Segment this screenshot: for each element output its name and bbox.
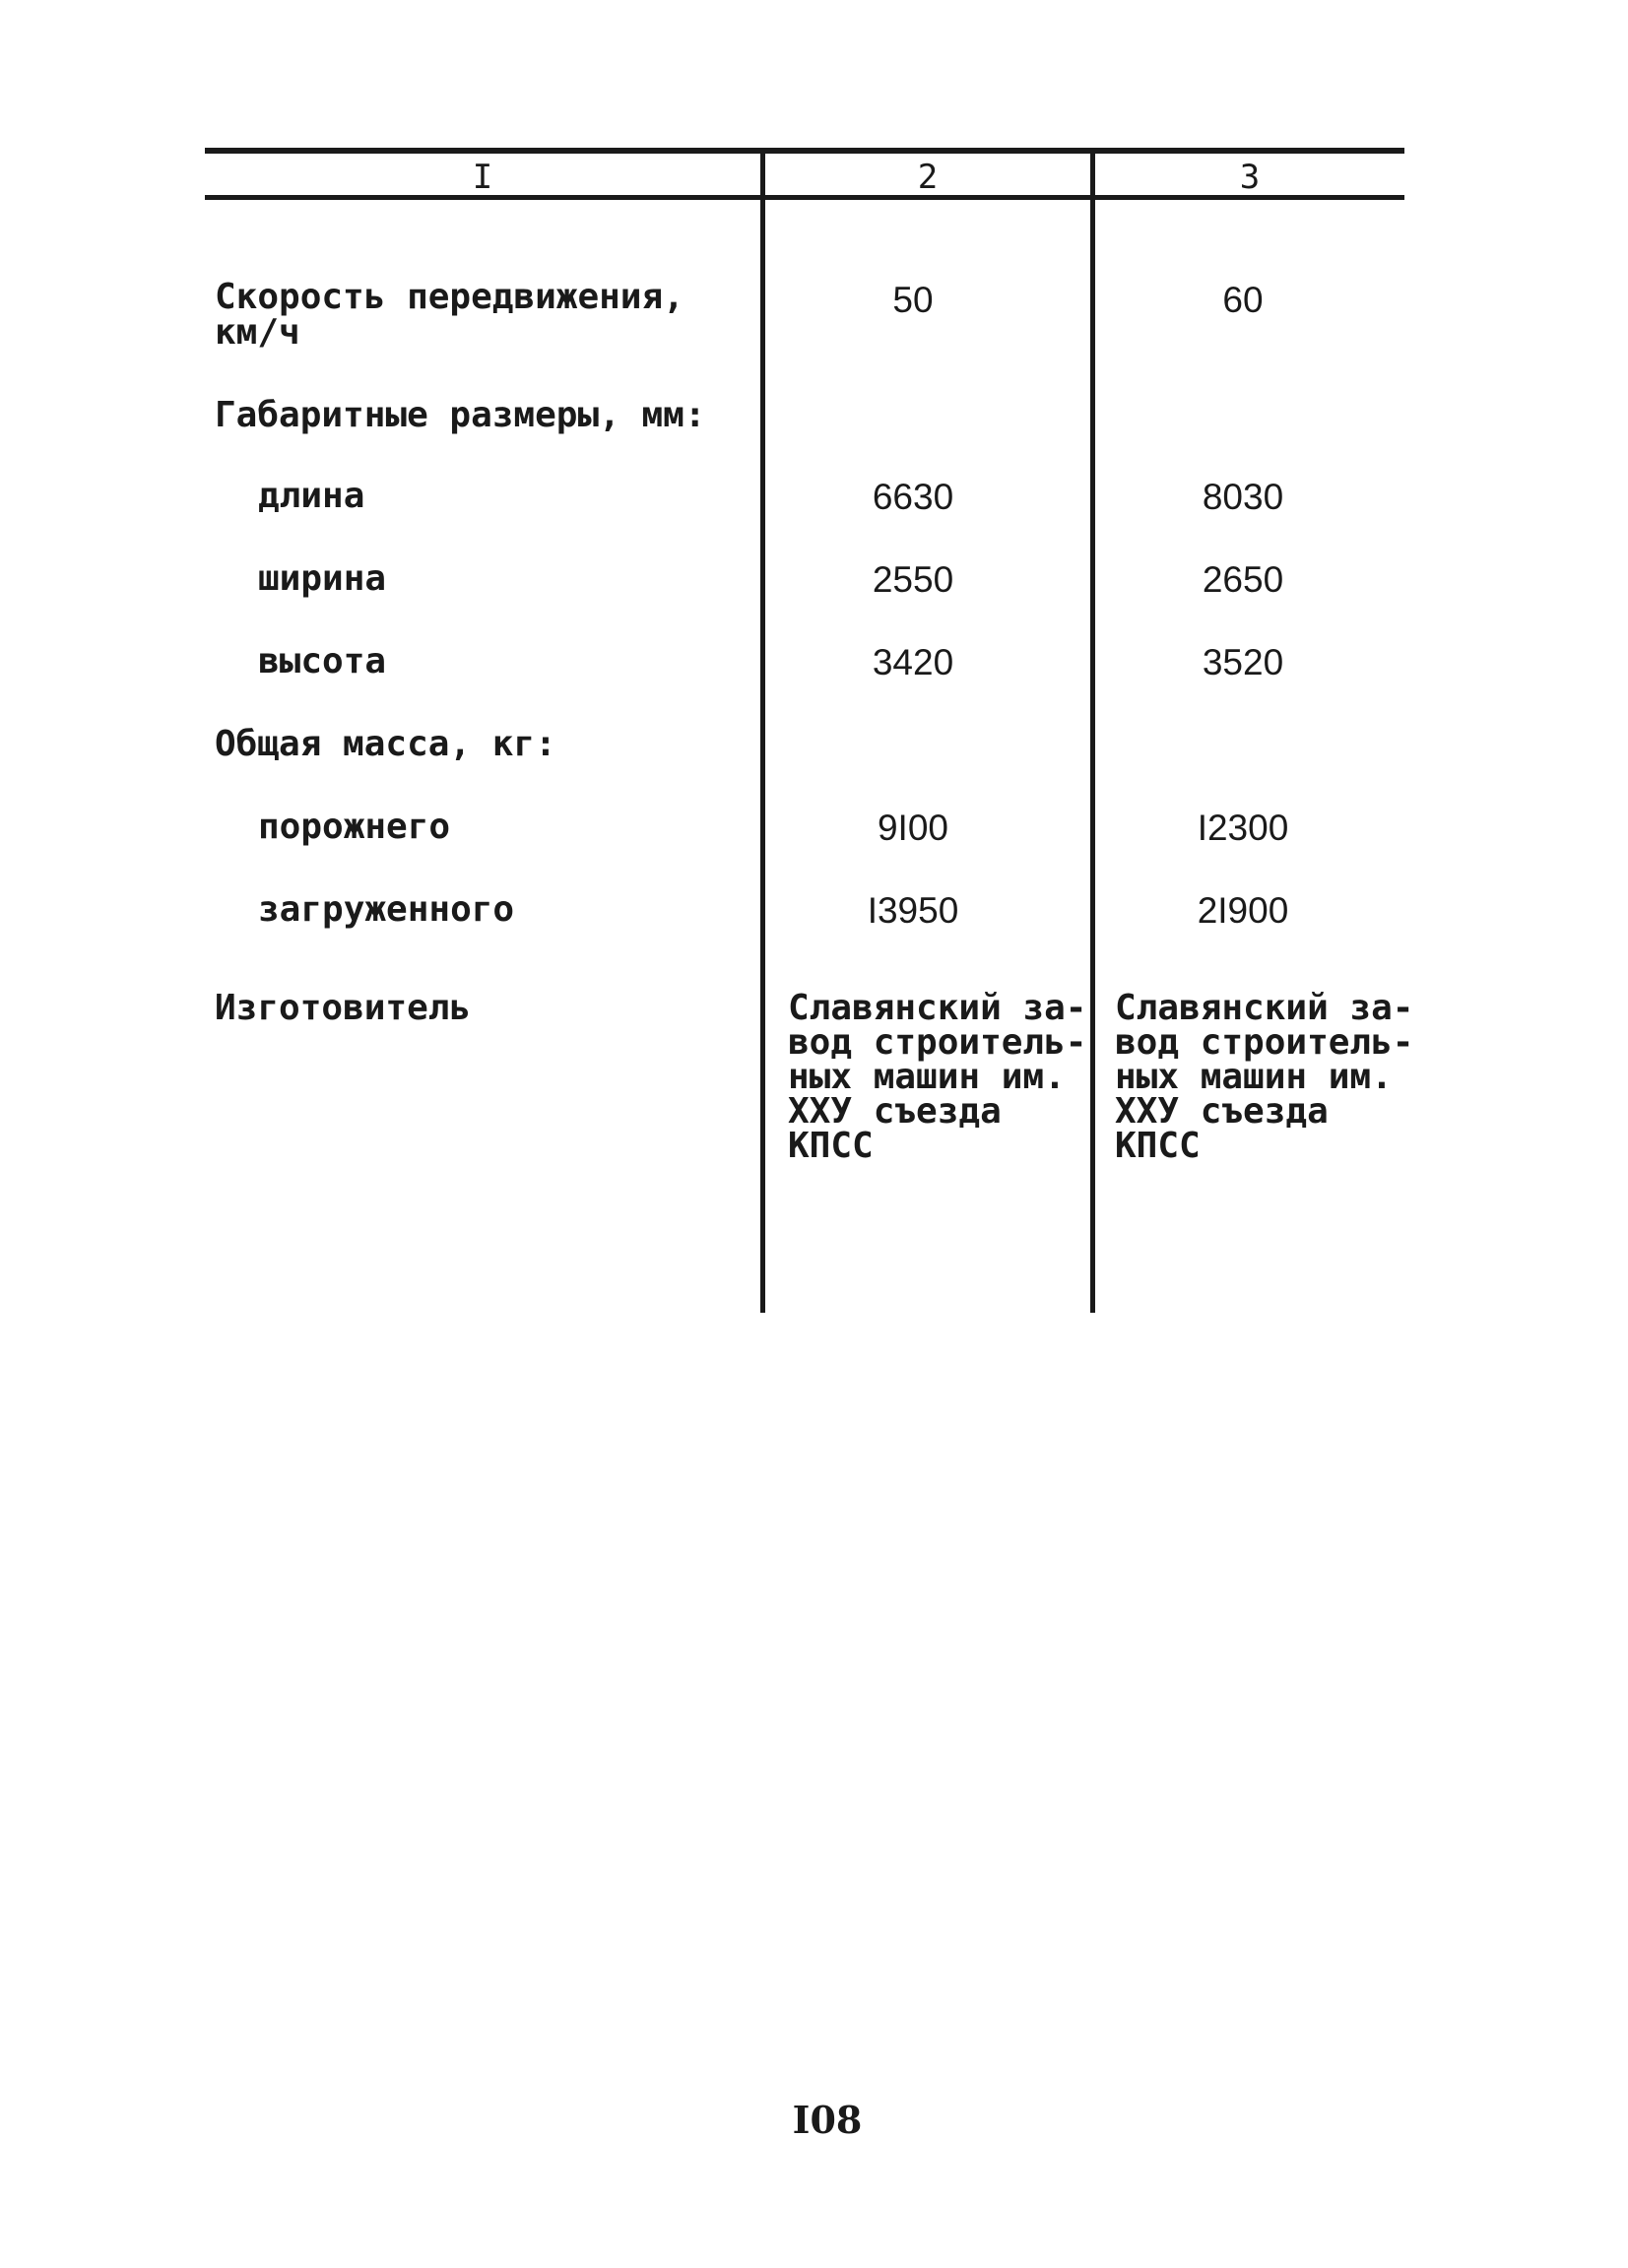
row-label-manufacturer: Изготовитель xyxy=(215,988,472,1028)
cell-empty-mass-col2: 9I00 xyxy=(877,808,948,848)
row-label-dimensions: Габаритные размеры, мм: xyxy=(215,395,706,435)
cell-loaded-mass-col3: 2I900 xyxy=(1197,890,1289,931)
column-header-1: I xyxy=(472,158,493,197)
row-label-speed-line2: км/ч xyxy=(215,312,300,353)
cell-length-col3: 8030 xyxy=(1202,477,1284,517)
cell-speed-col3: 60 xyxy=(1222,280,1264,320)
cell-length-col2: 6630 xyxy=(872,477,954,517)
cell-manufacturer-col2: Славянский за- вод строитель- ных машин им. XXУ съезда КПСС xyxy=(788,988,1087,1166)
row-label-loaded-mass: загруженного xyxy=(258,889,515,930)
cell-manufacturer-col3: Славянский за- вод строитель- ных машин им. XXУ съезда КПСС xyxy=(1115,988,1414,1166)
column-header-2: 2 xyxy=(917,158,939,197)
row-label-empty-mass: порожнего xyxy=(258,807,451,847)
page-number: I08 xyxy=(792,2098,863,2142)
table-top-rule xyxy=(205,148,1404,154)
row-label-speed-line1: Скорость передвижения, xyxy=(215,277,684,317)
cell-empty-mass-col3: I2300 xyxy=(1197,808,1289,848)
row-label-height: высота xyxy=(258,641,387,681)
row-label-total-mass: Общая масса, кг: xyxy=(215,724,556,764)
column-divider-1 xyxy=(760,148,765,1313)
row-label-width: ширина xyxy=(258,558,387,599)
column-divider-2 xyxy=(1090,148,1095,1313)
cell-loaded-mass-col2: I3950 xyxy=(867,890,959,931)
row-label-speed xyxy=(215,277,684,353)
cell-height-col2: 3420 xyxy=(872,642,954,682)
cell-width-col3: 2650 xyxy=(1202,559,1284,600)
column-header-3: 3 xyxy=(1239,158,1261,197)
cell-speed-col2: 50 xyxy=(892,280,934,320)
row-label-length: длина xyxy=(258,476,365,516)
cell-width-col2: 2550 xyxy=(872,559,954,600)
cell-height-col3: 3520 xyxy=(1202,642,1284,682)
